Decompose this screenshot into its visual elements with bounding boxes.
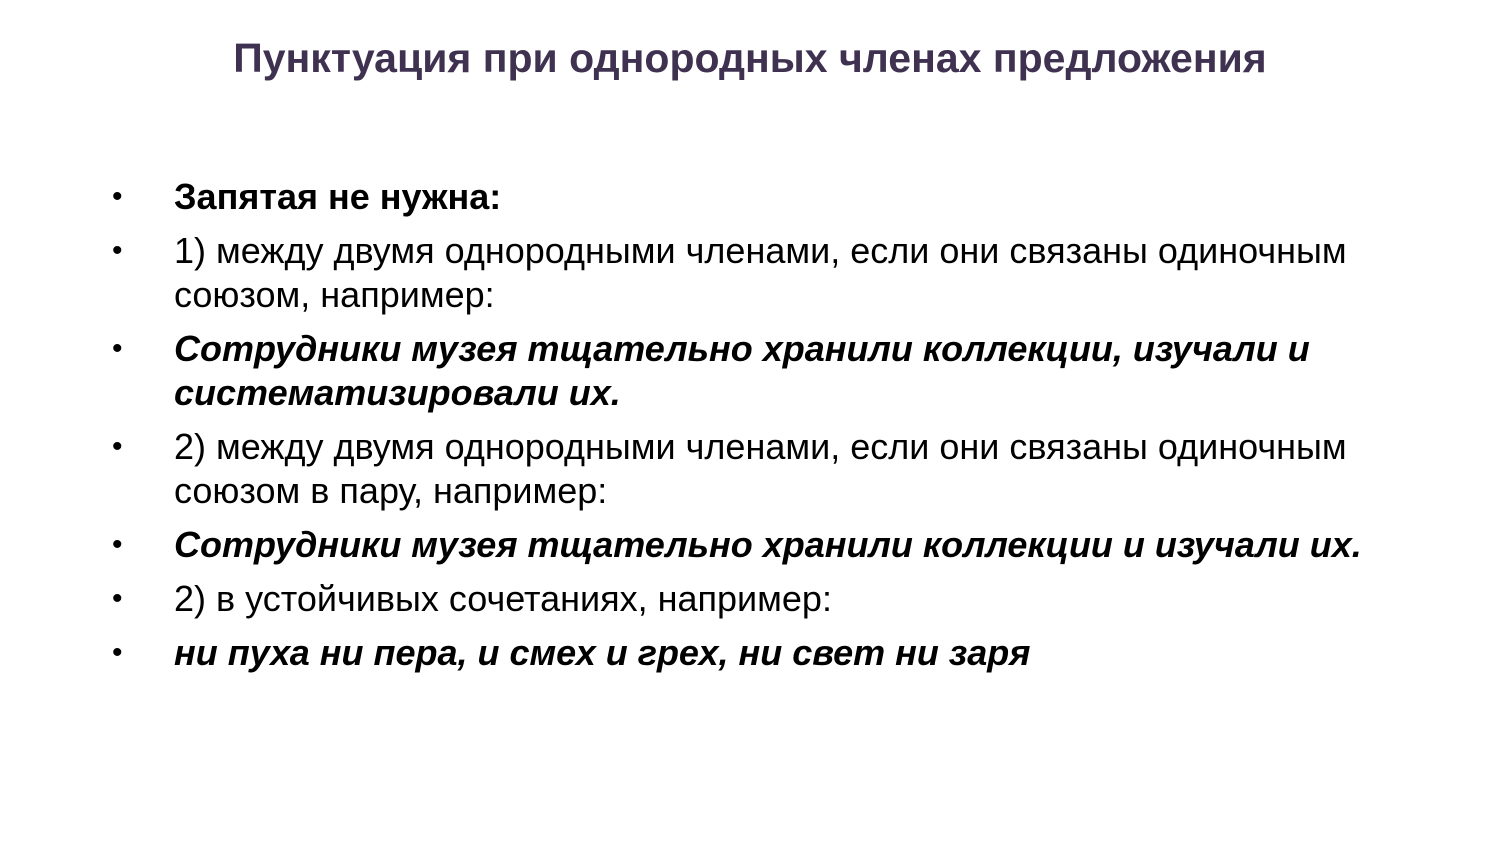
- bullet-item-intro: [112, 175, 1422, 219]
- bullet-text: ни пуха ни пера, и смех и грех, ни свет ни заря: [174, 632, 1031, 673]
- bullet-text: 1) между двумя однородными членами, если они связаны одиночным союзом, например:: [174, 230, 1347, 315]
- bullet-item-example-2: [112, 523, 1422, 567]
- bullet-text: Запятая не нужна:: [174, 176, 502, 217]
- bullet-dot-icon: •: [112, 332, 123, 365]
- bullet-text: 2) в устойчивых сочетаниях, например:: [174, 578, 832, 619]
- bullet-item-rule-2: [112, 425, 1422, 513]
- bullet-dot-icon: •: [112, 636, 123, 669]
- bullet-text: 2) между двумя однородными членами, если они связаны одиночным союзом в пару, например:: [174, 426, 1347, 511]
- bullet-item-rule-1: [112, 229, 1422, 317]
- bullet-item-rule-3: [112, 577, 1422, 621]
- bullet-item-example-1: [112, 327, 1422, 415]
- slide-title: Пунктуация при однородных членах предложения: [233, 35, 1267, 81]
- bullet-list: [112, 175, 1422, 685]
- bullet-dot-icon: •: [112, 528, 123, 561]
- bullet-dot-icon: •: [112, 582, 123, 615]
- bullet-text: Сотрудники музея тщательно хранили коллекции и изучали их.: [174, 524, 1362, 565]
- bullet-text: Сотрудники музея тщательно хранили коллекции, изучали и систематизировали их.: [174, 328, 1310, 413]
- bullet-item-example-3: [112, 631, 1422, 675]
- bullet-dot-icon: •: [112, 180, 123, 213]
- bullet-dot-icon: •: [112, 430, 123, 463]
- bullet-dot-icon: •: [112, 234, 123, 267]
